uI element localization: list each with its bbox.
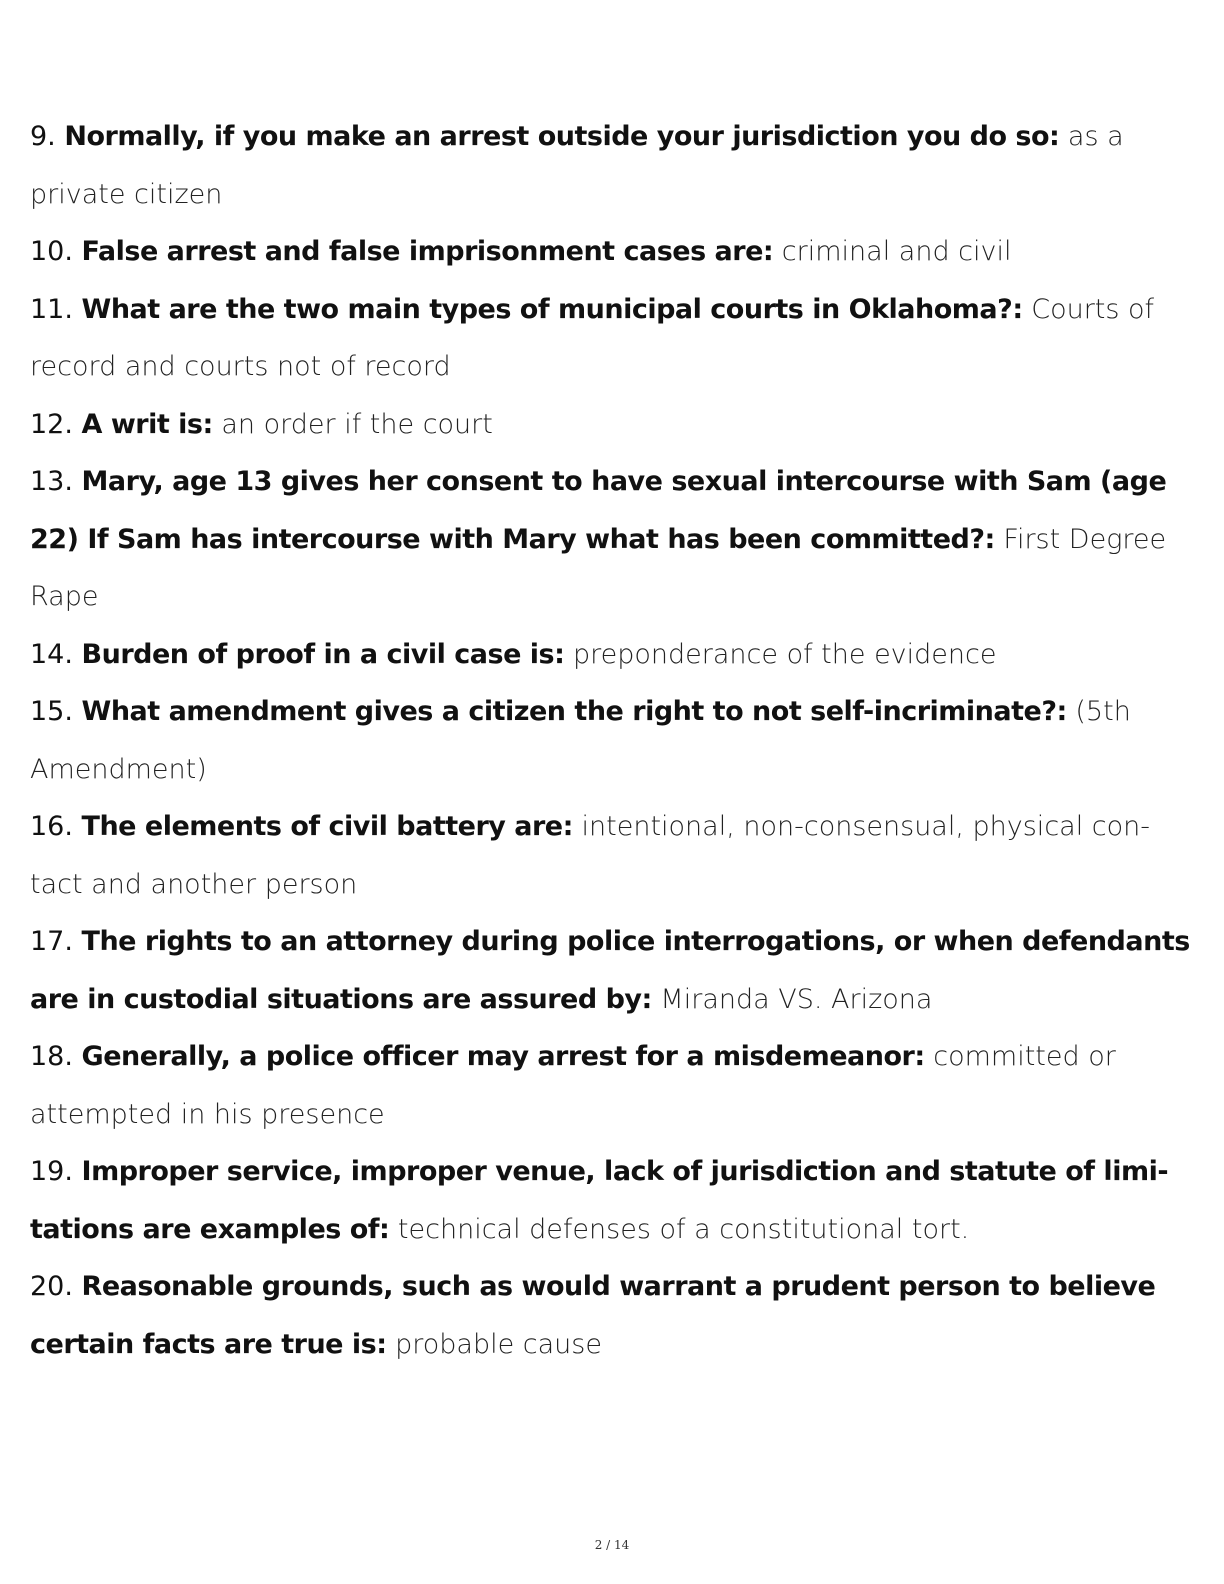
question-text: The elements of civil battery are: xyxy=(81,811,573,842)
question-text: Reasonable grounds, such as would warrant a prudent person to believe certain facts are true is: xyxy=(30,1271,1156,1360)
qa-item-11 xyxy=(30,281,1190,396)
qa-item-19 xyxy=(30,1143,1190,1258)
question-number: 20. xyxy=(30,1271,73,1302)
answer-text: First Degree Rape xyxy=(30,523,1167,612)
question-text: What amendment gives a citizen the right to not self-incriminate?: xyxy=(81,696,1067,727)
question-text: Mary, age 13 gives her consent to have sexual intercourse with Sam (age 22) If Sam has intercourse with Mary what has been committed?: xyxy=(30,466,1167,555)
question-text: Improper service, improper venue, lack of jurisdiction and statute of limi- tations are examples of: xyxy=(30,1156,1169,1245)
question-number: 15. xyxy=(30,696,73,727)
qa-item-12 xyxy=(30,396,1190,454)
question-number: 9. xyxy=(30,121,56,152)
question-number: 19. xyxy=(30,1156,73,1187)
qa-item-9 xyxy=(30,108,1190,223)
question-text: Normally, if you make an arrest outside your jurisdiction you do so: xyxy=(64,121,1060,152)
question-answer-list xyxy=(30,108,1190,1373)
answer-text: preponderance of the evidence xyxy=(573,638,997,670)
answer-text: (5th Amendment) xyxy=(30,696,1131,785)
qa-item-13 xyxy=(30,453,1190,626)
qa-item-20 xyxy=(30,1258,1190,1373)
question-number: 17. xyxy=(30,926,73,957)
question-number: 11. xyxy=(30,293,73,325)
question-text: Generally, a police officer may arrest for a misdemeanor: xyxy=(81,1041,925,1072)
answer-text: criminal and civil xyxy=(781,236,1012,267)
page-number: 2 / 14 xyxy=(594,1538,630,1552)
answer-text: technical defenses of a constitutional tort. xyxy=(397,1213,970,1245)
question-number: 18. xyxy=(30,1041,73,1072)
qa-item-10 xyxy=(30,223,1190,281)
question-number: 12. xyxy=(30,408,73,440)
question-number: 10. xyxy=(30,236,73,267)
question-number: 13. xyxy=(30,466,73,497)
question-number: 14. xyxy=(30,638,73,670)
qa-item-15 xyxy=(30,683,1190,798)
answer-text: as a private citizen xyxy=(30,121,1124,210)
qa-item-17 xyxy=(30,913,1190,1028)
answer-text: probable cause xyxy=(395,1328,602,1360)
answer-text: Courts of record and courts not of record xyxy=(30,293,1155,382)
question-text: Burden of proof in a civil case is: xyxy=(81,638,565,670)
answer-text: intentional, non-consensual, physical con- tact and another person xyxy=(30,811,1151,900)
answer-text: committed or attempted in his presence xyxy=(30,1041,1116,1130)
qa-item-16 xyxy=(30,798,1190,913)
answer-text: Miranda VS. Arizona xyxy=(660,983,933,1015)
qa-item-14 xyxy=(30,626,1190,684)
question-text: The rights to an attorney during police interrogations, or when defendants are in custodial situations are assured by: xyxy=(30,926,1190,1015)
qa-item-18 xyxy=(30,1028,1190,1143)
answer-text: an order if the court xyxy=(221,408,493,440)
question-number: 16. xyxy=(30,811,73,842)
question-text: False arrest and false imprisonment cases are: xyxy=(81,236,774,267)
question-text: A writ is: xyxy=(81,408,213,440)
question-text: What are the two main types of municipal courts in Oklahoma?: xyxy=(81,293,1023,325)
